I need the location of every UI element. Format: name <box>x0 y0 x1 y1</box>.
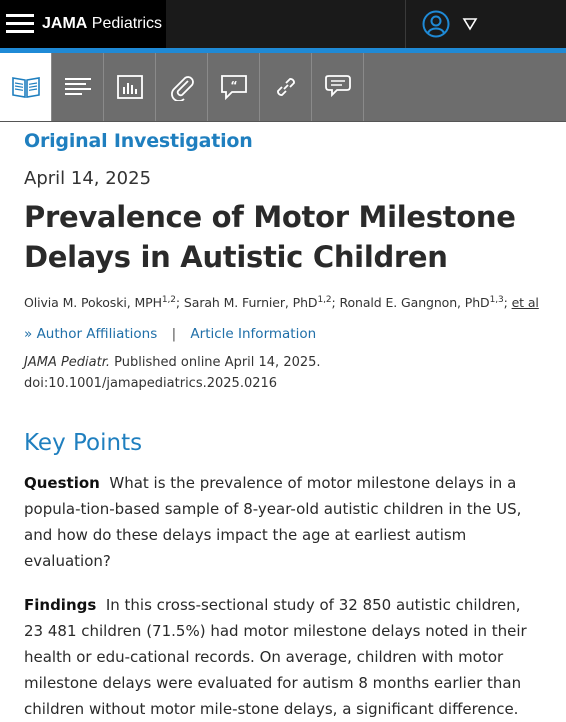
link-icon <box>272 73 300 101</box>
author-affiliation-sup: 1,3 <box>489 295 504 305</box>
author-affiliation-sup: 1,2 <box>161 295 176 305</box>
chevron-down-icon[interactable] <box>462 17 478 31</box>
author-list: Olivia M. Pokoski, MPH$^{1,2}$; Sarah M. Furnier, PhD$^{1,2}$; Ronald E. Gangnon, PhD$^{1,3}$; et al <box>24 295 539 311</box>
article-links <box>24 326 542 342</box>
topbar-spacer <box>166 0 406 48</box>
key-points-heading: Key Points <box>24 430 143 457</box>
article-type-label: Original Investigation <box>24 130 253 152</box>
article-information-link[interactable]: Article Information <box>190 326 317 343</box>
et-al-link[interactable]: et al <box>511 295 539 311</box>
link-separator: | <box>171 326 177 343</box>
account-menu[interactable] <box>406 0 566 48</box>
question-text: What is the prevalence of motor milestone delays in a popula-tion-based sample of 8-year-old autistic children in the US, and how do these delays impact the age at earliest autism evaluation? <box>24 474 522 571</box>
double-chevron-right-icon: » <box>24 326 33 343</box>
author-affiliations-link[interactable]: Author Affiliations <box>36 326 158 343</box>
author-affiliation-sup: 1,2 <box>317 295 332 305</box>
cite-icon <box>220 74 248 100</box>
tool-comments[interactable] <box>312 53 364 121</box>
svg-text:“: “ <box>229 79 238 92</box>
author-name[interactable]: Ronald E. Gangnon, PhD <box>339 295 490 311</box>
top-navigation-bar <box>0 0 566 48</box>
user-icon[interactable] <box>422 10 450 38</box>
journal-abbrev: JAMA Pediatr. <box>24 355 111 371</box>
question-label: Question <box>24 474 100 493</box>
tool-figures[interactable] <box>104 53 156 121</box>
article-title: Prevalence of Motor Milestone Delays in Autistic Children <box>24 200 516 274</box>
tool-outline[interactable] <box>52 53 104 121</box>
publication-date: April 14, 2025 <box>24 168 152 189</box>
article-icon <box>11 75 41 99</box>
journal-logo[interactable]: JAMA Pediatrics <box>42 15 163 32</box>
menu-icon[interactable] <box>6 14 34 34</box>
author-name[interactable]: Olivia M. Pokoski, MPH <box>24 295 162 311</box>
published-online: Published online April 14, 2025. <box>110 355 321 371</box>
key-points-findings <box>24 592 542 722</box>
brand-area <box>0 0 166 48</box>
article-content <box>0 130 566 722</box>
attachment-icon <box>168 73 196 101</box>
findings-label: Findings <box>24 596 97 615</box>
tool-article[interactable] <box>0 53 52 121</box>
article-toolbar <box>0 53 566 122</box>
author-name[interactable]: Sarah M. Furnier, PhD <box>183 295 318 311</box>
figures-icon <box>116 74 144 100</box>
outline-icon <box>64 77 92 97</box>
citation-info <box>24 352 542 394</box>
tool-supplements[interactable] <box>156 53 208 121</box>
tool-cite[interactable] <box>208 53 260 121</box>
doi[interactable]: doi:10.1001/jamapediatrics.2025.0216 <box>24 376 278 392</box>
comment-icon <box>323 74 353 100</box>
tool-permissions[interactable] <box>260 53 312 121</box>
key-points-question <box>24 470 542 574</box>
findings-text: In this cross-sectional study of 32 850 autistic children, 23 481 children (71.5%) had motor milestone delays noted in their health or edu-cational records. On average, children with motor milestone delays were evaluated for autism 8 months earlier than children without motor mile-stone delays, a significant difference. <box>24 596 527 719</box>
